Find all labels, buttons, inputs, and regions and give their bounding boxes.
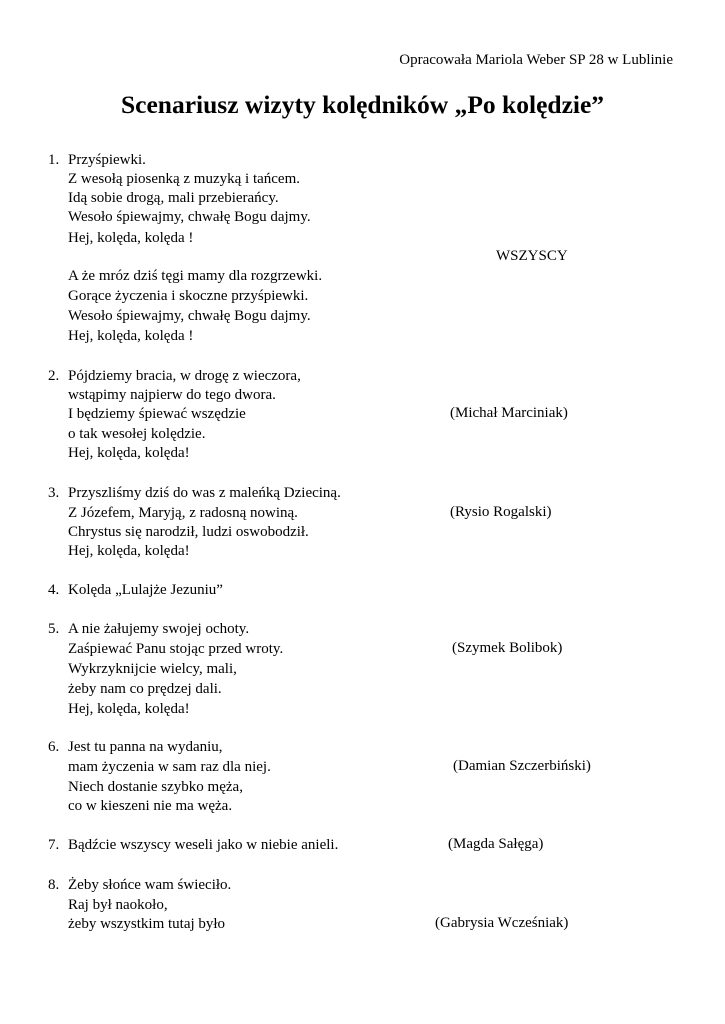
verse-line: Idą sobie drogą, mali przebierańcy. xyxy=(68,190,279,206)
item-number: 1. xyxy=(48,152,60,168)
verse-line: Hej, kolęda, kolęda ! xyxy=(68,230,194,246)
item-number: 2. xyxy=(48,368,60,384)
verse-line: Pójdziemy bracia, w drogę z wieczora, xyxy=(68,368,301,384)
verse-line: Kolęda „Lulajże Jezuniu” xyxy=(68,582,223,598)
performer-name: WSZYSCY xyxy=(496,248,568,264)
item-number: 7. xyxy=(48,837,60,853)
verse-line: Chrystus się narodził, ludzi oswobodził. xyxy=(68,524,309,540)
performer-name: (Rysio Rogalski) xyxy=(450,504,552,520)
verse-line: Niech dostanie szybko męża, xyxy=(68,779,243,795)
verse-line: Hej, kolęda, kolęda! xyxy=(68,543,190,559)
verse-line: Żeby słońce wam świeciło. xyxy=(68,877,232,893)
verse-line: I będziemy śpiewać wszędzie xyxy=(68,406,246,422)
performer-name: (Magda Sałęga) xyxy=(448,836,544,852)
verse-line: Hej, kolęda, kolęda! xyxy=(68,445,190,461)
verse-line: mam życzenia w sam raz dla niej. xyxy=(68,759,271,775)
verse-line: Gorące życzenia i skoczne przyśpiewki. xyxy=(68,288,309,304)
author-line: Opracowała Mariola Weber SP 28 w Lublinie xyxy=(399,52,673,68)
verse-line: żeby nam co prędzej dali. xyxy=(68,681,222,697)
page-title: Scenariusz wizyty kolędników „Po kolędzie” xyxy=(120,90,605,119)
verse-line: Przyszliśmy dziś do was z maleńką Dzieciną. xyxy=(68,485,341,501)
verse-line: Przyśpiewki. xyxy=(68,152,146,168)
item-number: 5. xyxy=(48,621,60,637)
performer-name: (Michał Marciniak) xyxy=(450,405,568,421)
verse-line: Wykrzyknijcie wielcy, mali, xyxy=(68,661,237,677)
verse-line: o tak wesołej kolędzie. xyxy=(68,426,206,442)
verse-line: żeby wszystkim tutaj było xyxy=(68,916,226,932)
verse-line: Bądźcie wszyscy weseli jako w niebie anieli. xyxy=(68,837,339,853)
verse-line: co w kieszeni nie ma węża. xyxy=(68,798,233,814)
verse-line: Zaśpiewać Panu stojąc przed wroty. xyxy=(68,641,284,657)
verse-line: Jest tu panna na wydaniu, xyxy=(68,739,223,755)
verse-line: Raj był naokoło, xyxy=(68,897,168,913)
item-number: 4. xyxy=(48,582,60,598)
item-number: 3. xyxy=(48,485,60,501)
verse-line: Wesoło śpiewajmy, chwałę Bogu dajmy. xyxy=(68,209,311,225)
item-number: 8. xyxy=(48,877,60,893)
verse-line: Wesoło śpiewajmy, chwałę Bogu dajmy. xyxy=(68,308,311,324)
performer-name: (Szymek Bolibok) xyxy=(452,640,563,656)
verse-line: wstąpimy najpierw do tego dwora. xyxy=(68,387,276,403)
item-number: 6. xyxy=(48,739,60,755)
verse-line: Hej, kolęda, kolęda ! xyxy=(68,328,194,344)
verse-line: Z Józefem, Maryją, z radosną nowiną. xyxy=(68,505,298,521)
verse-line: Hej, kolęda, kolęda! xyxy=(68,701,190,717)
verse-line: A że mróz dziś tęgi mamy dla rozgrzewki. xyxy=(68,268,323,284)
verse-line: A nie żałujemy swojej ochoty. xyxy=(68,621,250,637)
verse-line: Z wesołą piosenką z muzyką i tańcem. xyxy=(68,171,301,187)
performer-name: (Gabrysia Wcześniak) xyxy=(435,915,569,931)
performer-name: (Damian Szczerbiński) xyxy=(453,758,591,774)
